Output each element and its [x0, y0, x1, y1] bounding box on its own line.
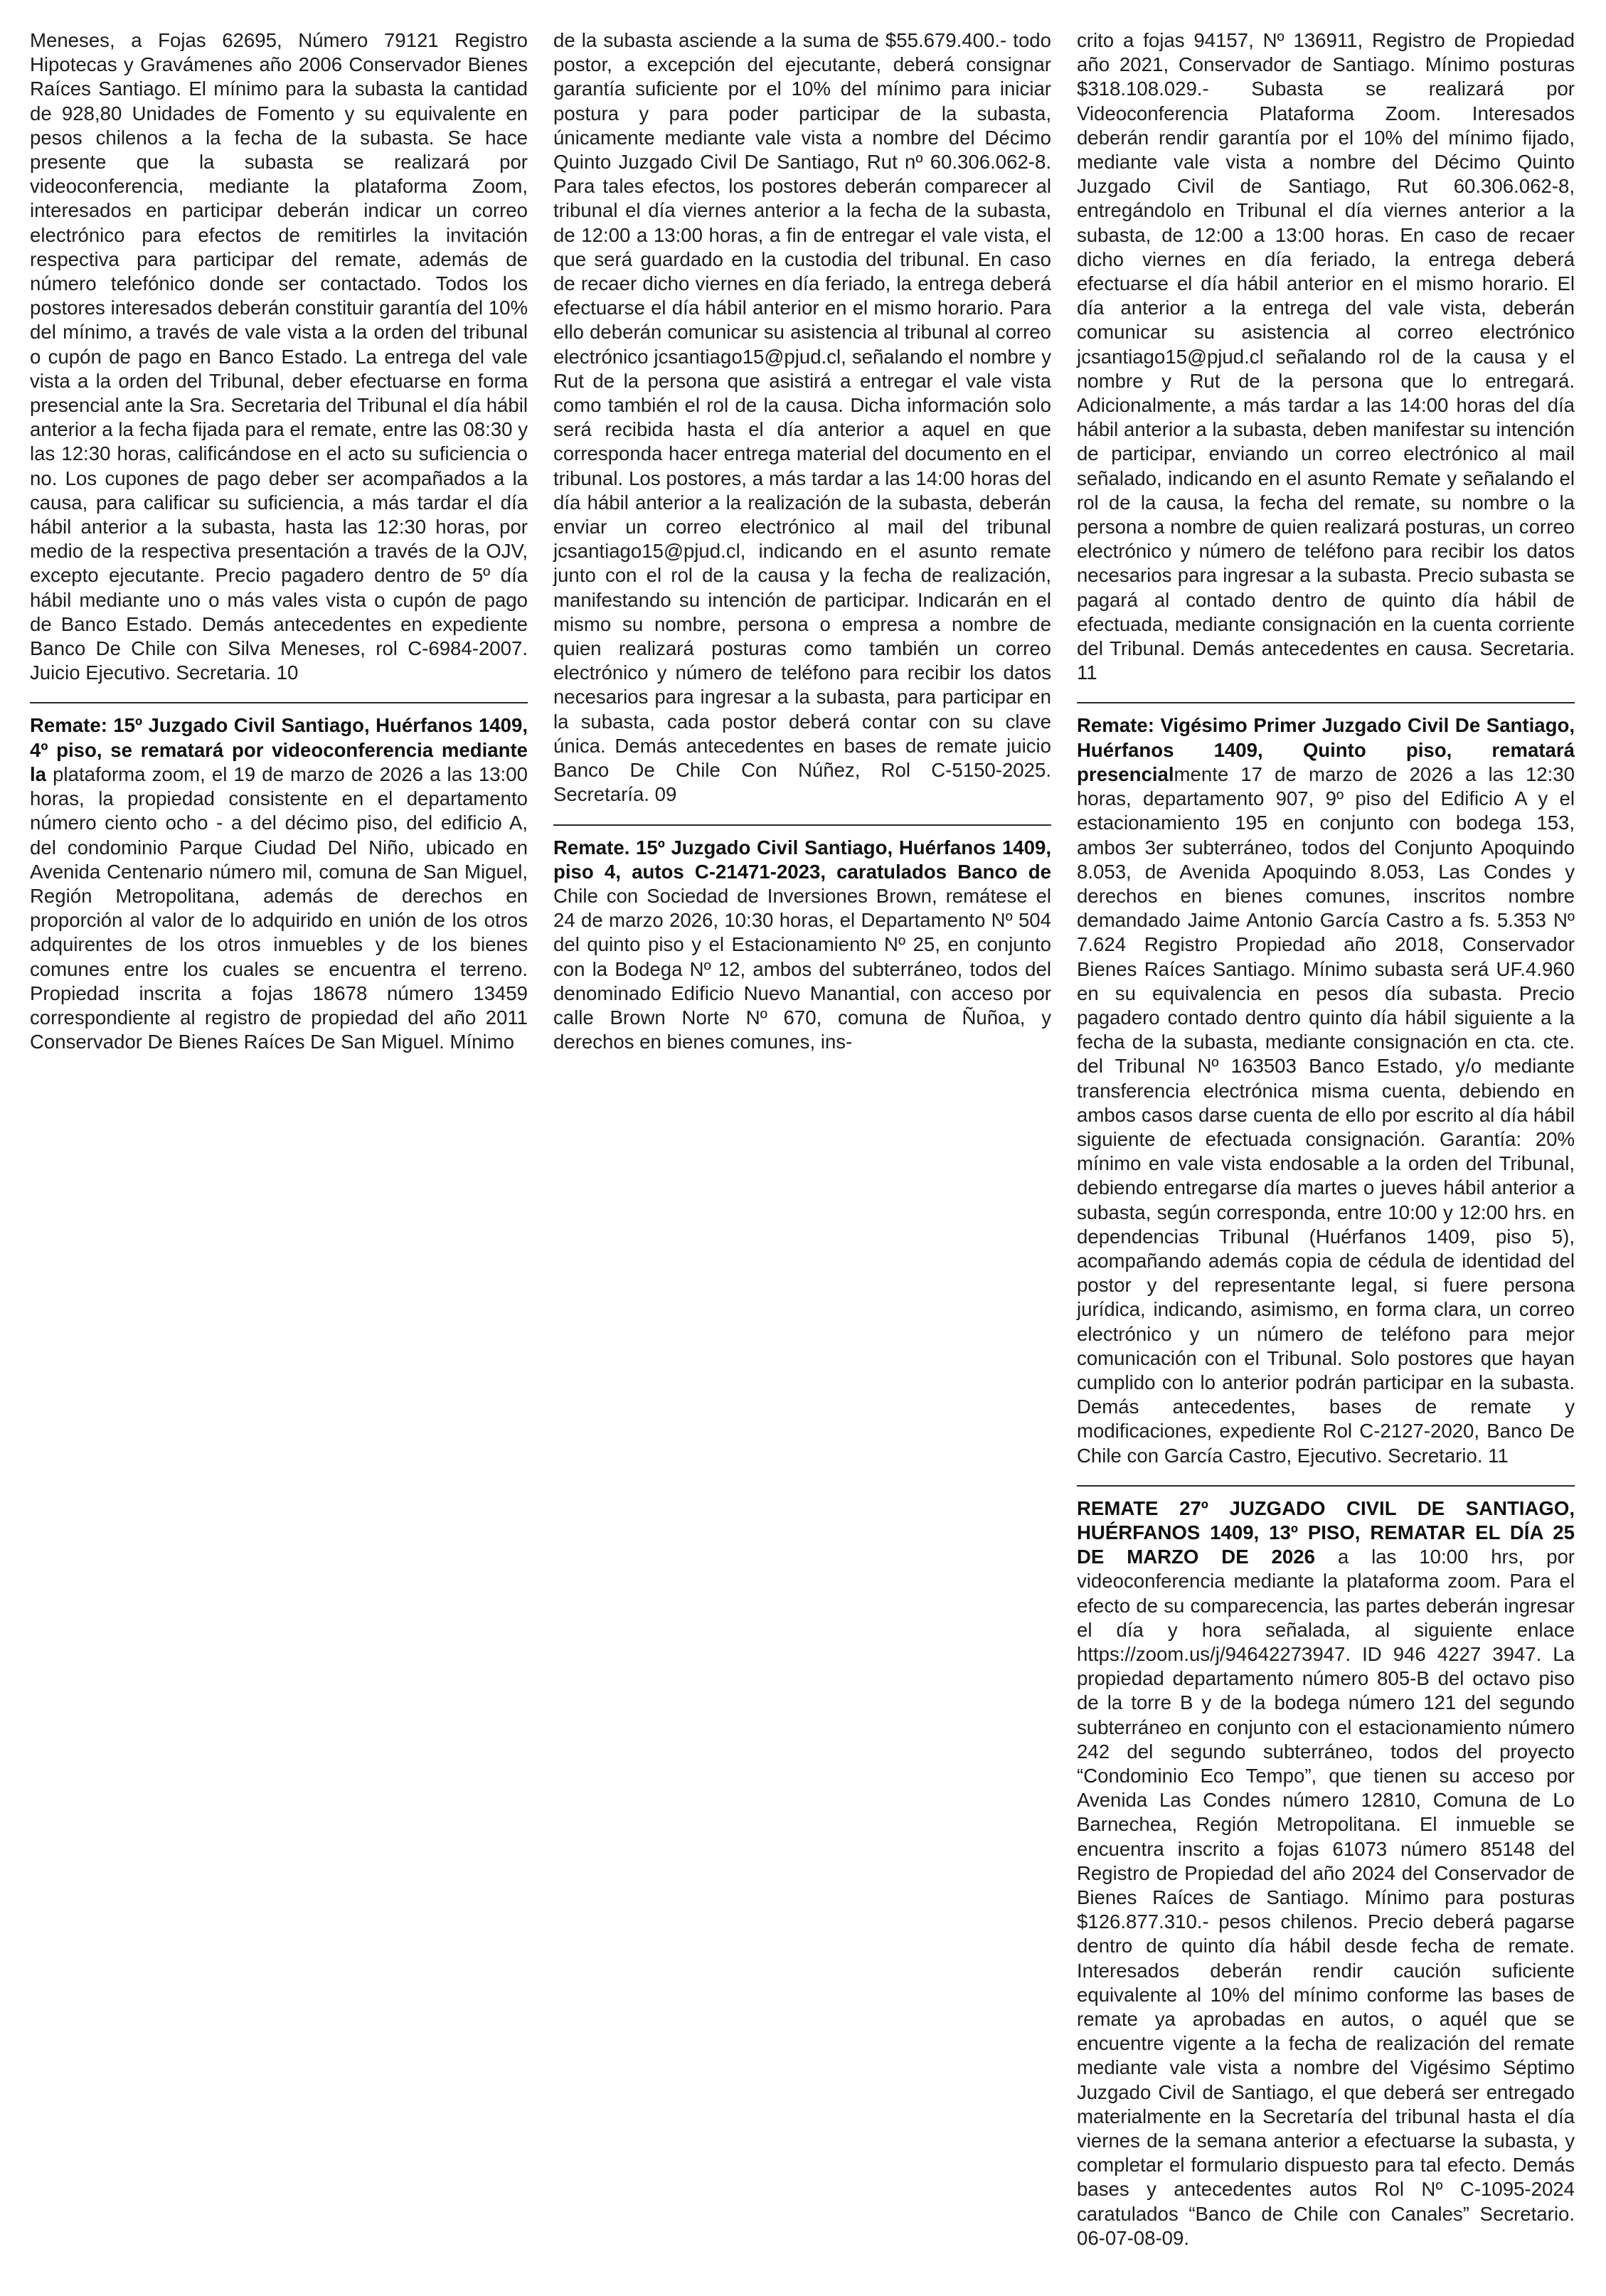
notice-remate-27-juzgado	[1077, 1497, 1575, 2250]
notice-body: Chile con Sociedad de Inversiones Brown, remátese el 24 de marzo 2026, 10:30 horas, el Departamento Nº 504 del quinto piso y el Estacionamiento Nº 25, en conjunto con la Bodega Nº 12, ambos del subterráneo, todos del denominado Edificio Nuevo Manantial, con acceso por calle Brown Norte Nº 670, comuna de Ñuñoa, y derechos en bienes comunes, ins-	[553, 884, 1051, 1053]
column-1	[30, 28, 528, 1054]
column-2	[553, 28, 1051, 1054]
notice-continuation	[553, 28, 1051, 807]
notice-body: de la subasta asciende a la suma de $55.679.400.- todo postor, a excepción del ejecutante, deberá consignar garantía suficiente por el 10% del mínimo para iniciar postura y para poder participar de la subasta, únicamente mediante vale vista a nombre del Décimo Quinto Juzgado Civil De Santiago, Rut nº 60.306.062-8. Para tales efectos, los postores deberán comparecer al tribunal el día viernes anterior a la fecha de la subasta, de 12:00 a 13:00 horas, a fin de entregar el vale vista, el que será guardado en la custodia del tribunal. En caso de recaer dicho viernes en día feriado, la entrega deberá efectuarse el día hábil anterior en el mismo horario. Para ello deberán comunicar su asistencia al tribunal al correo electrónico jcsantiago15@pjud.cl, señalando el nombre y Rut de la persona que asistirá a entregar el vale vista como también el rol de la causa. Dicha información solo será recibida hasta el día anterior a aquel en que corresponda hacer entrega material del documento en el tribunal. Los postores, a más tardar a las 14:00 horas del día hábil anterior a la realización de la subasta, deberán enviar un correo electrónico al mail del tribunal jcsantiago15@pjud.cl, indicando en el asunto remate junto con el rol de la causa y la fecha de realización, manifestando su intención de participar. Indicarán en el mismo su nombre, persona o empresa a nombre de quien realizará posturas como también un correo electrónico y número de teléfono para recibir los datos necesarios para ingresar a la subasta, para participar en la subasta, cada postor deberá contar con su clave única. Demás antecedentes en bases de remate juicio Banco De Chile Con Núñez, Rol C-5150-2025. Secretaría. 09	[553, 29, 1051, 806]
notice-divider	[1077, 1485, 1575, 1487]
notice-body: a las 10:00 hrs, por videoconferencia mediante la plataforma zoom. Para el efecto de su comparecencia, las partes deberán ingresar el día y hora señalada, al siguiente enlace https://zoom.us/j/94642273947. ID 946 4227 3947. La propiedad departamento número 805-B del octavo piso de la torre B y de la bodega número 121 del segundo subterráneo en conjunto con el estacionamiento número 242 del segundo subterráneo, todos del proyecto “Condominio Eco Tempo”, que tienen su acceso por Avenida Las Condes número 12810, Comuna de Lo Barnechea, Región Metropolitana. El inmueble se encuentra inscrito a fojas 61073 número 85148 del Registro de Propiedad del año 2024 del Conservador de Bienes Raíces de Santiago. Mínimo para posturas $126.877.310.- pesos chilenos. Precio deberá pagarse dentro de quinto día hábil desde fecha de remate. Interesados deberán rendir caución suficiente equivalente al 10% del mínimo conforme las bases de remate ya aprobadas en autos, o aquél que se encuentre vigente a la fecha de realización del remate mediante vale vista a nombre del Vigésimo Séptimo Juzgado Civil de Santiago, el que deberá ser entregado materialmente en la Secretaría del tribunal hasta el día viernes de la semana anterior a efectuarse la subasta, y completar el formulario dispuesto para tal efecto. Demás bases y antecedentes autos Rol Nº C-1095-2024 caratulados “Banco de Chile con Canales” Secretario. 06-07-08-09.	[1077, 1546, 1575, 2249]
notice-heading: Remate: 15º Juzgado Civil Santiago, Huérfanos 1409, 4º piso, se rematará por videoconferencia mediante la	[30, 714, 528, 785]
notice-heading: REMATE 27º JUZGADO CIVIL DE SANTIAGO, HUÉRFANOS 1409, 13º PISO, REMATAR EL DÍA 25 DE MARZO DE 2026	[1077, 1497, 1575, 1568]
notice-divider	[553, 824, 1051, 826]
notice-remate-15-juzgado-brown	[553, 836, 1051, 1055]
notice-body: mente 17 de marzo de 2026 a las 12:30 horas, departamento 907, 9º piso del Edificio A y el estacionamiento 195 en conjunto con bodega 153, ambos 3er subterráneo, todos del Conjunto Apoquindo 8.053, de Avenida Apoquindo 8.053, Las Condes y derechos en bienes comunes, inscritos nombre demandado Jaime Antonio García Castro a fs. 5.353 Nº 7.624 Registro Propiedad año 2018, Conservador Bienes Raíces Santiago. Mínimo subasta será UF.4.960 en su equivalencia en pesos día subasta. Precio pagadero contado dentro quinto día hábil siguiente a la fecha de la subasta, mediante consignación en cta. cte. del Tribunal Nº 163503 Banco Estado, y/o mediante transferencia electrónica misma cuenta, debiendo en ambos casos darse cuenta de ello por escrito al día hábil siguiente de efectuada consignación. Garantía: 20% mínimo en vale vista endosable a la orden del Tribunal, debiendo entregarse día martes o jueves hábil anterior a subasta, según corresponda, entre 10:00 y 12:00 hrs. en dependencias Tribunal (Huérfanos 1409, piso 5), acompañando además copia de cédula de identidad del postor y del representante legal, si fuere persona jurídica, indicando, asimismo, en forma clara, un correo electrónico y un número de teléfono para mejor comunicación con el Tribunal. Solo postores que hayan cumplido con lo anterior podrán participar en la subasta. Demás antecedentes, bases de remate y modificaciones, expediente Rol C-2127-2020, Banco De Chile con García Castro, Ejecutivo. Secretario. 11	[1077, 762, 1575, 1467]
notice-body: Meneses, a Fojas 62695, Número 79121 Registro Hipotecas y Gravámenes año 2006 Conservador Bienes Raíces Santiago. El mínimo para la subasta la cantidad de 928,80 Unidades de Fomento y su equivalente en pesos chilenos a la fecha de la subasta. Se hace presente que la subasta se realizará por videoconferencia, mediante la plataforma Zoom, interesados en participar deberán indicar un correo electrónico para efectos de remitirles la invitación respectiva para participar del remate, además de número telefónico donde ser contactado. Todos los postores interesados deberán constituir garantía del 10% del mínimo, a través de vale vista a la orden del tribunal o cupón de pago en Banco Estado. La entrega del vale vista a la orden del Tribunal, deber efectuarse en forma presencial ante la Sra. Secretaria del Tribunal el día hábil anterior a la fecha fijada para el remate, entre las 08:30 y las 12:30 horas, calificándose en el acto su suficiencia o no. Los cupones de pago deber ser acompañados a la causa, para calificar su suficiencia, a más tardar el día hábil anterior a la subasta, hasta las 12:30 horas, por medio de la respectiva presentación a través de la OJV, excepto ejecutante. Precio pagadero dentro de 5º día hábil mediante uno o más vales vista o cupón de pago de Banco Estado. Demás antecedentes en expediente Banco De Chile con Silva Meneses, rol C-6984-2007. Juicio Ejecutivo. Secretaria. 10	[30, 29, 528, 684]
notice-continuation	[1077, 28, 1575, 685]
column-3	[1077, 28, 1575, 2250]
notice-body: plataforma zoom, el 19 de marzo de 2026 a las 13:00 horas, la propiedad consistente en el departamento número ciento ocho - a del décimo piso, del edificio A, del condominio Parque Ciudad Del Niño, ubicado en Avenida Centenario número mil, comuna de San Miguel, Región Metropolitana, además de derechos en proporción al valor de lo adquirido en unión de los otros adquirentes de los otros inmuebles y de los bienes comunes entre los cuales se encuentra el terreno. Propiedad inscrita a fojas 18678 número 13459 correspondiente al registro de propiedad del año 2011 Conservador De Bienes Raíces De San Miguel. Mínimo	[30, 762, 528, 1053]
notice-heading: Remate. 15º Juzgado Civil Santiago, Huérfanos 1409, piso 4, autos C-21471-2023, caratulados Banco de	[553, 836, 1051, 883]
notice-heading: Remate: Vigésimo Primer Juzgado Civil De Santiago, Huérfanos 1409, Quinto piso, rematará presencial	[1077, 714, 1575, 785]
notice-continuation	[30, 28, 528, 685]
notice-divider	[30, 702, 528, 703]
notice-divider	[1077, 702, 1575, 703]
notice-remate-21-juzgado	[1077, 713, 1575, 1467]
notice-body: crito a fojas 94157, Nº 136911, Registro de Propiedad año 2021, Conservador de Santiago. Mínimo posturas $318.108.029.- Subasta se realizará por Videoconferencia Plataforma Zoom. Interesados deberán rendir garantía por el 10% del mínimo fijado, mediante vale vista a nombre del Décimo Quinto Juzgado Civil de Santiago, Rut 60.306.062-8, entregándolo en Tribunal el día viernes anterior a la subasta, de 12:00 a 13:00 horas. En caso de recaer dicho viernes en día feriado, la entrega deberá efectuarse el día hábil anterior en el mismo horario. El día anterior a la entrega del vale vista, deberán comunicar su asistencia al correo electrónico jcsantiago15@pjud.cl señalando rol de la causa y el nombre y Rut de la persona que lo entregará. Adicionalmente, a más tardar a las 14:00 horas del día hábil anterior a la subasta, deben manifestar su intención de participar, enviando un correo electrónico al mail señalado, indicando en el asunto Remate y señalando el rol de la causa, la fecha del remate, su nombre o la persona a nombre de quien realizará posturas, un correo electrónico y número de teléfono para recibir los datos necesarios para ingresar a la subasta. Precio subasta se pagará al contado dentro de quinto día hábil de efectuada, mediante consignación en la cuenta corriente del Tribunal. Demás antecedentes en causa. Secretaria. 11	[1077, 29, 1575, 684]
notice-remate-15-juzgado-zoom	[30, 713, 528, 1054]
